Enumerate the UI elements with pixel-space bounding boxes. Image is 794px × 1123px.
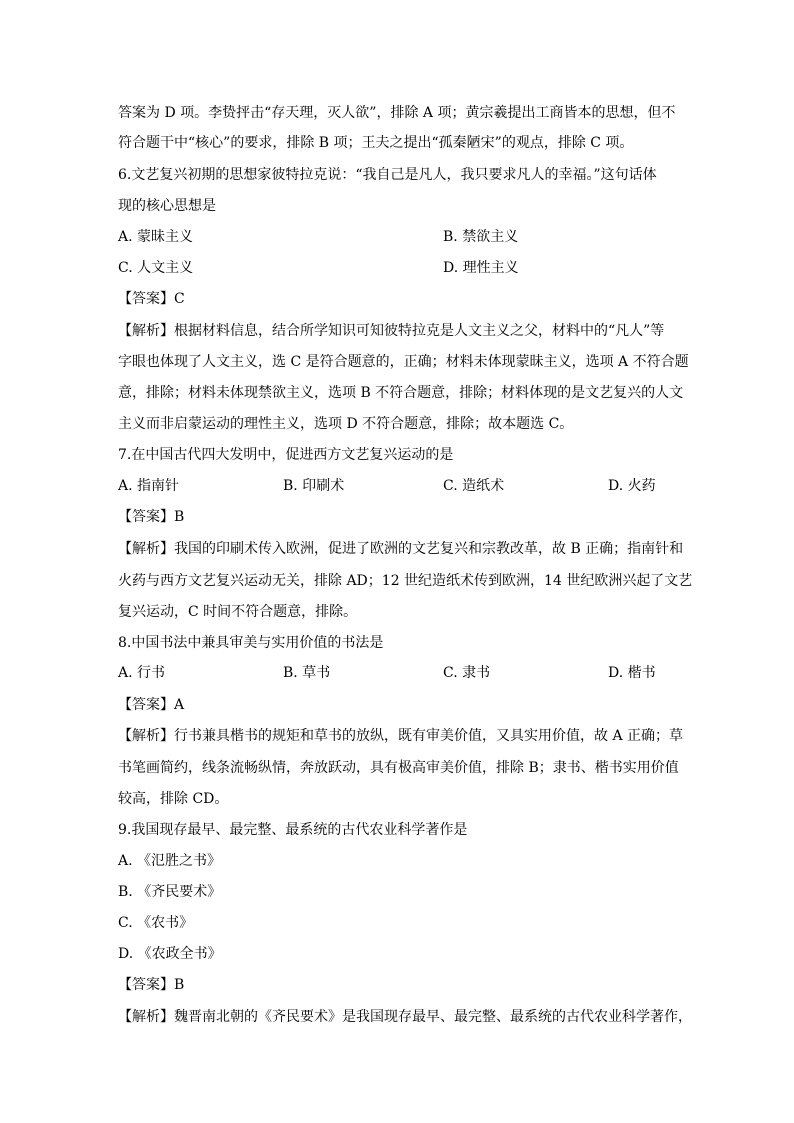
question-6-stem: 现的核心思想是 [118, 198, 216, 214]
analysis-line: 主义而非启蒙运动的理性主义，选项 D 不符合题意，排除；故本题选 C。 [118, 416, 574, 432]
analysis-line: 【解析】根据材料信息，结合所学知识可知彼特拉克是人文主义之父，材料中的“凡人”等 [118, 323, 665, 339]
answer-label: 【答案】C [118, 291, 185, 307]
text-line: 符合题干中“核心”的要求，排除 B 项；王夫之提出“孤秦陋宋”的观点，排除 C 项。 [118, 135, 634, 151]
option-d: D. 楷书 [608, 665, 656, 681]
analysis-line: 字眼也体现了人文主义，选 C 是符合题意的，正确；材料未体现蒙昧主义，选项 A 不符合题 [118, 354, 689, 370]
analysis-line: 【解析】行书兼具楷书的规矩和草书的放纵，既有审美价值，又具实用价值，故 A 正确；草 [118, 728, 684, 744]
answer-label: 【答案】A [118, 697, 185, 713]
question-9-stem: 9.我国现存最早、最完整、最系统的古代农业科学著作是 [118, 822, 468, 838]
option-b: B. 草书 [283, 665, 331, 681]
analysis-line: 火药与西方文艺复兴运动无关，排除 AD；12 世纪造纸术传到欧洲，14 世纪欧洲兴起了文艺 [118, 573, 693, 589]
question-6-stem: 6.文艺复兴初期的思想家彼特拉克说：“我自己是凡人，我只要求凡人的幸福。”这句话体 [118, 167, 657, 183]
option-c: C. 造纸术 [443, 478, 505, 494]
option-a: A. 行书 [118, 665, 166, 681]
question-8-stem: 8.中国书法中兼具审美与实用价值的书法是 [118, 635, 384, 651]
analysis-line: 较高，排除 CD。 [118, 791, 229, 807]
question-7-stem: 7.在中国古代四大发明中，促进西方文艺复兴运动的是 [118, 447, 454, 463]
analysis-line: 【解析】魏晋南北朝的《齐民要术》是我国现存最早、最完整、最系统的古代农业科学著作， [118, 1009, 692, 1025]
option-a: A. 蒙昧主义 [118, 229, 194, 245]
analysis-line: 【解析】我国的印刷术传入欧洲，促进了欧洲的文艺复兴和宗教改革，故 B 正确；指南针和 [118, 541, 684, 557]
answer-label: 【答案】B [118, 977, 185, 993]
option-c: C. 人文主义 [118, 260, 194, 276]
analysis-line: 意，排除；材料未体现禁欲主义，选项 B 不符合题意，排除；材料体现的是文艺复兴的人文 [118, 385, 684, 401]
text-line: 答案为 D 项。李贽抨击“存天理，灭人欲”，排除 A 项；黄宗羲提出工商皆本的思想，但不 [118, 105, 676, 121]
answer-label: 【答案】B [118, 509, 185, 525]
option-b: B. 印刷术 [283, 478, 345, 494]
option-a: A. 《氾胜之书》 [118, 853, 222, 869]
option-c: C. 《农书》 [118, 915, 194, 931]
option-b: B. 禁欲主义 [443, 229, 519, 245]
option-d: D. 《农政全书》 [118, 946, 222, 962]
option-b: B. 《齐民要术》 [118, 884, 222, 900]
option-d: D. 理性主义 [443, 260, 519, 276]
option-c: C. 隶书 [443, 665, 491, 681]
option-a: A. 指南针 [118, 478, 180, 494]
analysis-line: 书笔画简约，线条流畅纵情，奔放跃动，具有极高审美价值，排除 B；隶书、楷书实用价值 [118, 760, 679, 776]
analysis-line: 复兴运动，C 时间不符合题意，排除。 [118, 604, 358, 620]
option-d: D. 火药 [608, 478, 656, 494]
